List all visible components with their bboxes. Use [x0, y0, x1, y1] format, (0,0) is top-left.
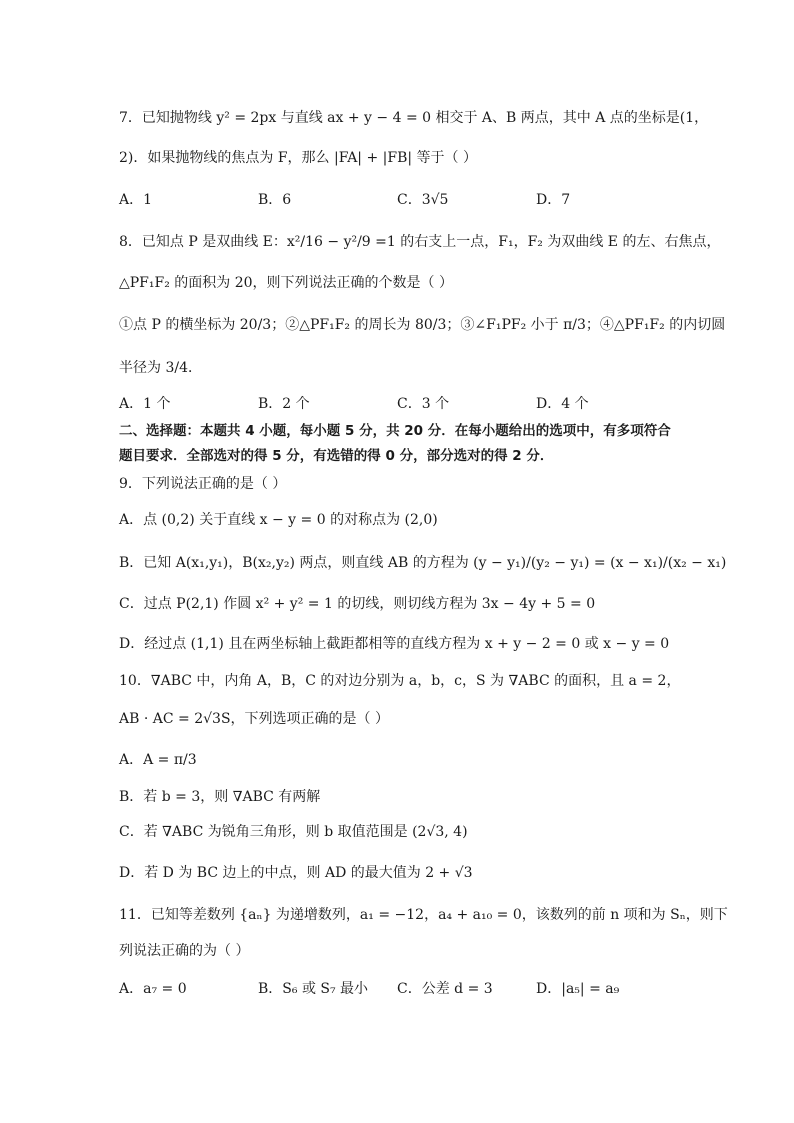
q8-line3: ①点 P 的横坐标为 20/3；②△PF₁F₂ 的周长为 80/3；③∠F₁PF₂ 小于 π/3；④△PF₁F₂ 的内切圆 — [119, 317, 726, 333]
q9-stem: 9．下列说法正确的是（ ） — [119, 476, 287, 492]
q8-option-a: A．1 个 — [119, 396, 171, 412]
q8-line1: 8．已知点 P 是双曲线 E：x²/16 − y²/9 =1 的右支上一点，F₁，F₂ 为双曲线 E 的左、右焦点， — [119, 234, 721, 250]
q11-line1: 11．已知等差数列 {aₙ} 为递增数列，a₁ = −12，a₄ + a₁₀ = 0，该数列的前 n 项和为 Sₙ，则下 — [119, 907, 728, 923]
q7-option-d: D．7 — [536, 192, 571, 208]
q7-line2: 2)．如果抛物线的焦点为 F，那么 |FA| + |FB| 等于（ ） — [119, 150, 477, 166]
q7-line1: 7．已知抛物线 y² = 2px 与直线 ax + y − 4 = 0 相交于 A、B 两点，其中 A 点的坐标是(1， — [119, 110, 709, 126]
q8-line2: △PF₁F₂ 的面积为 20，则下列说法正确的个数是（ ） — [119, 275, 454, 291]
q7-option-a: A．1 — [119, 192, 153, 208]
q9-option-a: A．点 (0,2) 关于直线 x − y = 0 的对称点为 (2,0) — [119, 512, 438, 528]
q10-option-c: C．若 ∇ABC 为锐角三角形，则 b 取值范围是 (2√3, 4) — [119, 824, 468, 840]
q9-option-b: B．已知 A(x₁,y₁)，B(x₂,y₂) 两点，则直线 AB 的方程为 (y − y₁)/(y₂ − y₁) = (x − x₁)/(x₂ − x₁) — [119, 555, 727, 571]
q9-option-d: D．经过点 (1,1) 且在两坐标轴上截距都相等的直线方程为 x + y − 2 = 0 或 x − y = 0 — [119, 636, 670, 652]
q7-option-c: C．3√5 — [397, 192, 449, 208]
q11-line2: 列说法正确的为（ ） — [119, 943, 250, 959]
section2-heading-line2: 题目要求．全部选对的得 5 分，有选错的得 0 分，部分选对的得 2 分． — [119, 448, 554, 464]
q11-option-a: A．a₇ = 0 — [119, 981, 187, 997]
section2-heading-line1: 二、选择题：本题共 4 小题，每小题 5 分，共 20 分．在每小题给出的选项中，有多项符合 — [119, 423, 671, 439]
q10-option-b: B．若 b = 3，则 ∇ABC 有两解 — [119, 789, 321, 805]
q8-option-d: D．4 个 — [536, 396, 589, 412]
q8-option-c: C．3 个 — [397, 396, 450, 412]
q11-option-b: B．S₆ 或 S₇ 最小 — [258, 981, 369, 997]
q10-option-d: D．若 D 为 BC 边上的中点，则 AD 的最大值为 2 + √3 — [119, 865, 473, 881]
q8-line4: 半径为 3/4． — [119, 360, 202, 376]
q10-option-a: A．A = π/3 — [119, 752, 197, 768]
q11-option-c: C．公差 d = 3 — [397, 981, 493, 997]
q10-line2: AB · AC = 2√3S，下列选项正确的是（ ） — [119, 711, 389, 727]
q10-line1: 10．∇ABC 中，内角 A，B，C 的对边分别为 a，b，c，S 为 ∇ABC 的面积，且 a = 2， — [119, 673, 681, 689]
q8-option-b: B．2 个 — [258, 396, 310, 412]
q11-option-d: D．|a₅| = a₉ — [536, 981, 620, 997]
q7-option-b: B．6 — [258, 192, 292, 208]
q9-option-c: C．过点 P(2,1) 作圆 x² + y² = 1 的切线，则切线方程为 3x − 4y + 5 = 0 — [119, 596, 596, 612]
